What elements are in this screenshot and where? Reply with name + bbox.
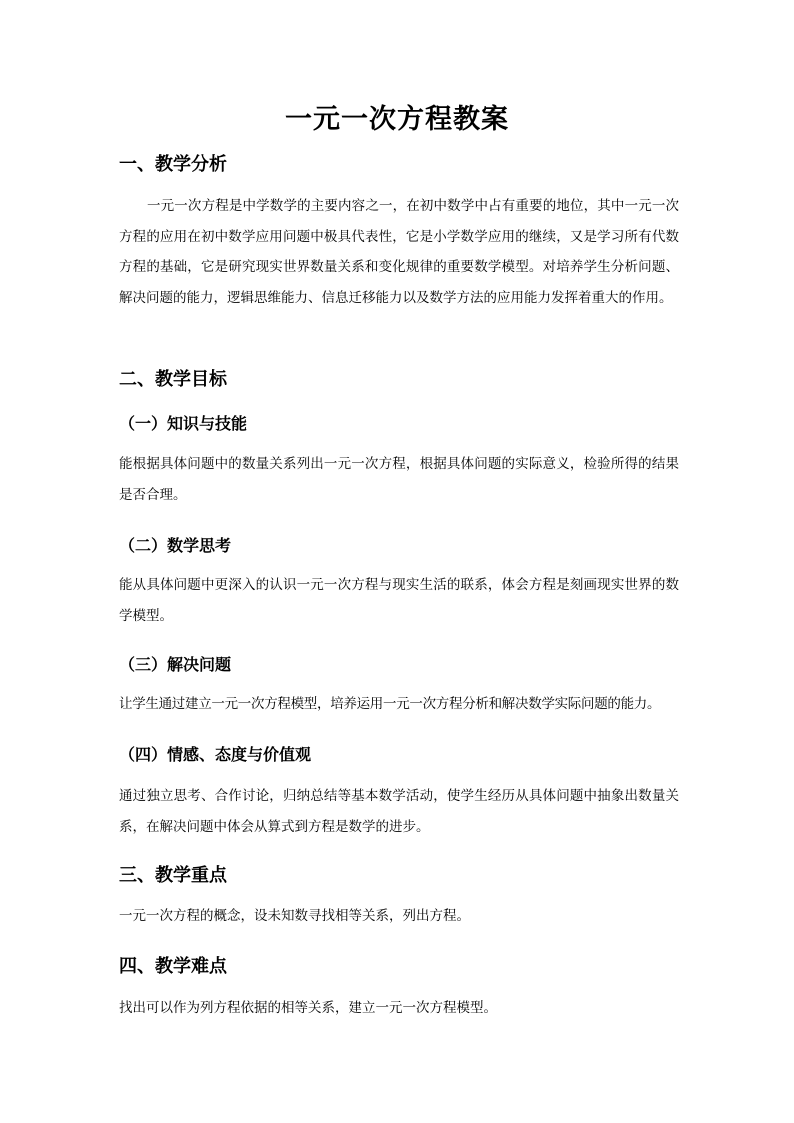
subsection-heading-emotion: （四）情感、态度与价值观 (119, 745, 312, 764)
subsection-body-emotion: 通过独立思考、合作讨论，归纳总结等基本数学活动，使学生经历从具体问题中抽象出数量关系，在解决问题中体会从算式到方程是数学的进步。 (119, 788, 679, 835)
document-title: 一元一次方程教案 (285, 104, 509, 135)
subsection-heading-solving: （三）解决问题 (119, 655, 232, 674)
subsection-heading-thinking: （二）数学思考 (119, 536, 232, 555)
section-body-difficulties: 找出可以作为列方程依据的相等关系，建立一元一次方程模型。 (119, 1000, 497, 1016)
subsection-heading-knowledge: （一）知识与技能 (119, 414, 248, 433)
section-heading-goals: 二、教学目标 (119, 369, 227, 390)
section-heading-difficulties: 四、教学难点 (119, 956, 227, 977)
section-heading-key-points: 三、教学重点 (119, 865, 227, 886)
section-body-key-points: 一元一次方程的概念，设未知数寻找相等关系，列出方程。 (119, 908, 470, 924)
section-body-analysis: 一元一次方程是中学数学的主要内容之一，在初中数学中占有重要的地位，其中一元一次方程的应用在初中数学应用问题中极具代表性，它是小学数学应用的继续，又是学习所有代数方程的基础，它是研究现实世界数量关系和变化规律的重要数学模型。对培养学生分析问题、解决问题的能力，逻辑思维能力、信息迁移能力以及数学方法的应用能力发挥着重大的作用。 (119, 198, 679, 306)
subsection-body-solving: 让学生通过建立一元一次方程模型，培养运用一元一次方程分析和解决数学实际问题的能力。 (119, 696, 661, 712)
subsection-body-thinking: 能从具体问题中更深入的认识一元一次方程与现实生活的联系，体会方程是刻画现实世界的数学模型。 (119, 577, 679, 624)
section-heading-analysis: 一、教学分析 (119, 154, 227, 175)
subsection-body-knowledge: 能根据具体问题中的数量关系列出一元一次方程，根据具体问题的实际意义，检验所得的结果是否合理。 (119, 456, 679, 503)
